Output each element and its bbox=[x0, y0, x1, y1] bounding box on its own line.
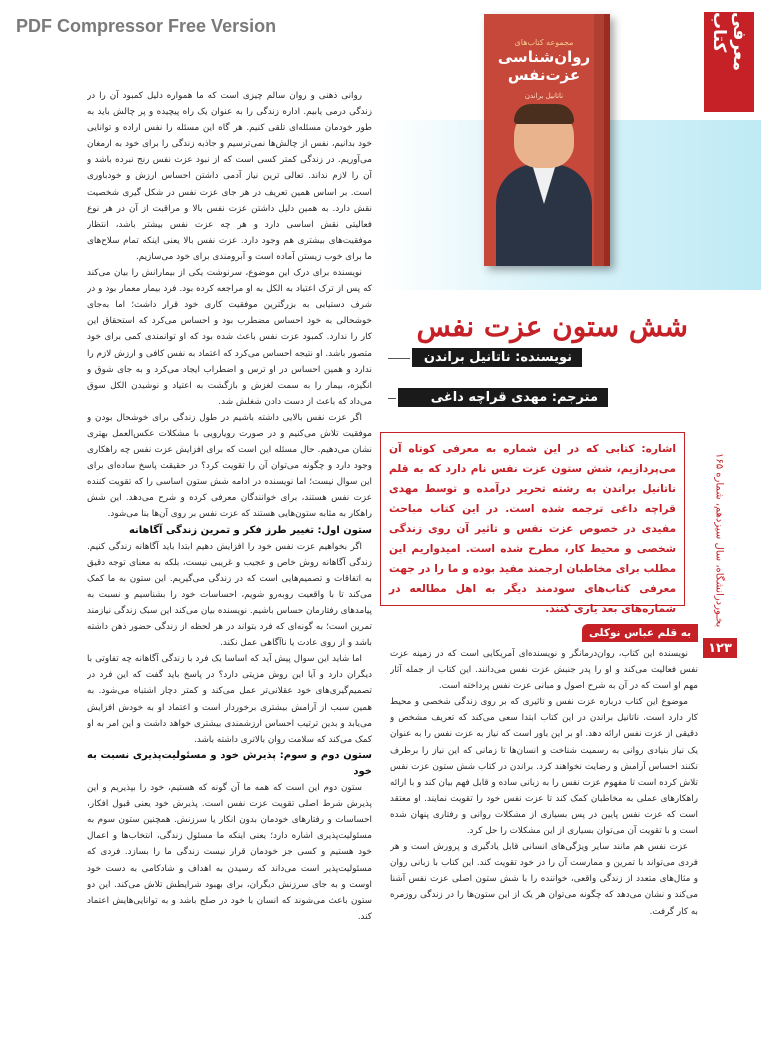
byline: به قلم عباس نوکلی bbox=[582, 624, 698, 642]
watermark: PDF Compressor Free Version bbox=[16, 16, 277, 36]
issue-info-text: بخـوردرانشگاه، سال سیزدهم، شماره ۱۶۵ bbox=[713, 452, 725, 628]
book-cover-image bbox=[484, 14, 610, 266]
section-heading: ستون اول: تغییر طرز فکر و تمرین زندگی آگاهانه bbox=[128, 524, 372, 536]
book-cover-title: روان‌شناسی عزت‌نفس bbox=[497, 48, 591, 84]
body-paragraph: روانی ذهنی و روان سالم چیزی است که ما همواره دلیل کمبود آن را در زندگی درمی یابیم. اداره زندگی را به عنوان یک راه پیچیده و پر چالش باید به طور خودمان مسئله‌ای تلقی کنیم. هر گاه این مسئله را نفس اراده و توانایی خود بدانیم، نفس از چالش‌ها نمی‌ترسیم و جاذبه زندگی را برای خود به ارمغان می‌آوریم. در زندگی کمتر کسی است که از نبود عزت نفس رنج نبرده باشد و آن را لازم نداند. تعالی ترین نیاز آدمی داشتن احساس ارزش و خودباوری است. بر اساس همین تعریف در هر جای عزت نفس در شکل گیری شخصیت نقش دارد. به همین دلیل داشتن عزت نفس بالا و مراقبت از آن در هر نوع فعالیتی نقش اساسی دارد و هر چه عزت نفس بیشتر باشد، انتظار موفقیت‌های بیشتری هم وجود دارد. عزت نفس بالا یعنی اینکه تمام سلاح‌های ما برای خوب زیستن آماده است و آبرومندی برای خود می‌سازیم. bbox=[87, 91, 372, 262]
author-credit: نویسنده: ناتانیل براندن bbox=[412, 348, 582, 367]
issue-info bbox=[704, 430, 734, 650]
body-paragraph: عزت نفس هم مانند سایر ویژگی‌های انسانی قابل یادگیری و پرورش است و هر فردی می‌تواند با تمرین و ممارست آن را در خود تقویت کند. این کتاب با زبانی روان و مثال‌های متعدد از زندگی واقعی، خواننده را با شش ستون اصلی عزت نفس آشنا می‌کند و نشان می‌دهد که چگونه می‌توان هر یک از این ستون‌ها را در زندگی روزمره به کار گرفت. bbox=[390, 842, 698, 917]
body-paragraph: نویسنده این کتاب، روان‌درمانگر و نویسنده‌ای آمریکایی است که در زمینه عزت نفس فعالیت می‌کند و او را پدر جنبش عزت نفس می‌دانند. این کتاب از جمله آثار مهم او است که در آن به شرح اصول و مبانی عزت نفس پرداخته است. bbox=[390, 649, 698, 692]
body-paragraph: موضوع این کتاب درباره عزت نفس و تاثیری که بر روی زندگی شخصی و محیط کار دارد است. ناتانیل براندن در این کتاب ابتدا سعی می‌کند که تعریف مشخص و دقیقی از عزت نفس ارائه دهد. او بر این باور است که نیاز به عزت نفس را به عنوان یک نیاز بنیادی روانی به رسمیت شناخت و انسان‌ها تا زمانی که این نیاز را برطرف نکنند احساس آرامش و رضایت نخواهند کرد. براندن در کتاب شش ستون عزت نفس تلاش کرده است تا مفهوم عزت نفس را به زبانی ساده و قابل فهم بیان کند و با ارائه راهکارهای عملی به مخاطبان کمک کند تا عزت نفس خود را تقویت نمایند. او معتقد است که عزت نفس پایین در پس بسیاری از مشکلات روانی و رفتاری پنهان شده است و با تقویت آن می‌توان بسیاری از این مشکلات را حل کرد. bbox=[390, 697, 698, 837]
left-column bbox=[87, 88, 372, 958]
section-tab bbox=[704, 12, 754, 112]
credit-rule-author bbox=[388, 358, 410, 359]
body-paragraph: اما شاید این سوال پیش آید که اساسا یک فرد با زندگی آگاهانه چه تفاوتی با دیگران دارد و آیا این روش مزیتی دارد؟ در پاسخ باید گفت که این فرد در تصمیم‌گیری‌های خود عقلانی‌تر عمل می‌کند و کمتر دچار اشتباه می‌شود. به همین سبب از آرامش بیشتری برخوردار است و اعتماد او به خودش افزایش می‌یابد و بدین ترتیب احساس ارزشمندی بیشتری خواهد داشت و این امر به او کمک می‌کند که سلامت روان بالاتری داشته باشد. bbox=[87, 654, 372, 745]
intro-box bbox=[380, 432, 685, 615]
page-number: ۱۲۳ bbox=[703, 638, 737, 658]
book-cover-hair bbox=[514, 104, 574, 124]
article-title: شش ستون عزت نفس bbox=[416, 310, 688, 343]
intro-text: اشاره: کتابی که در این شماره به معرفی کوتاه آن می‌پردازیم، شش ستون عزت نفس نام دارد که به قلم ناتانیل براندن به رشته تحریر درآمده و توسط مهدی قراچه داغی ترجمه شده است. در این کتاب مباحث مفیدی در خصوص عزت نفس و تاثیر آن روی زندگی شخصی و محیط کار، مطرح شده است. امیدواریم این مطلب برای مخاطبان ارجمند مفید بوده و ما را در جهت معرفی کتاب‌های سودمند دیگر به اهل مطالعه در شماره‌های بعد یاری کنند. bbox=[389, 443, 676, 615]
translator-credit: مترجم: مهدی قراچه داغی bbox=[398, 388, 608, 407]
body-paragraph: اگر عزت نفس بالایی داشته باشیم در طول زندگی برای خوشحال بودن و موفقیت تلاش می‌کنیم و در صورت رویارویی با مشکلات عکس‌العمل بهتری نشان می‌دهیم. حال مسئله این است که برای افزایش عزت نفس چه راهکاری وجود دارد و چگونه می‌توان آن را تقویت کرد؟ در حقیقت پاسخ ساده‌ای برای این سوال نیست؛ اما نویسنده در ادامه شش ستون اساسی را که تقویت کننده عزت نفس هستند، برای خوانندگان معرفی کرده و شرح می‌دهد. این شش راهکار به مثابه ستون‌هایی هستند که عزت نفس بر روی آن‌ها بنا می‌شود. bbox=[87, 412, 372, 520]
section-tab-label: معرفی کتاب bbox=[709, 12, 749, 72]
right-column bbox=[390, 646, 698, 956]
credit-rule-translator bbox=[388, 398, 396, 399]
book-cover-small-text: مجموعه کتاب‌های bbox=[514, 38, 574, 47]
book-cover-spine bbox=[594, 14, 604, 266]
body-paragraph: نویسنده برای درک این موضوع، سرنوشت یکی از بیمارانش را بیان می‌کند که پس از ترک اعتیاد به الکل به او مراجعه کرده بود. فرد بیمار معمار بود و در شرف دستیابی به بزرگترین موفقیت کاری خود قرار داشت؛ اما به‌جای خوشحالی به خود احساس مضطرب بود و احساس می‌کرد که استحقاق این کار را ندارد. کمبود عزت نفس باعث شده بود که او توانمندی کمی برای خود متصور باشد. او نتیجه احساس می‌کرد که اعتماد به نفس کافی و ارزش لازم را ندارد و همین احساس در او ترس و اضطراب ایجاد می‌کرد و به جای شوق و انگیزه، بیمار را به سمت لغزش و بازگشت به اعتیاد و نوشیدن الکل سوق می‌داد که باعث از دست دادن شغلش شد. bbox=[87, 268, 372, 407]
section-heading: ستون دوم و سوم: پذیرش خود و مسئولیت‌پذیری نسبت به خود bbox=[87, 749, 372, 777]
body-paragraph: ستون دوم این است که همه ما آن گونه که هستیم، خود را بپذیریم و این پذیرش شرط اصلی تقویت عزت نفس است. پذیرش خود یعنی قبول افکار، احساسات و رفتارهای خودمان بدون انکار یا سرزنش. همچنین ستون سوم به مسئولیت‌پذیری اشاره دارد؛ یعنی اینکه ما مسئول زندگی، انتخاب‌ها و اعمال خود هستیم و کسی جز خودمان قرار نیست زندگی ما را بسازد. فردی که مسئولیت‌پذیر است می‌داند که رسیدن به اهداف و شادکامی به دست خود اوست و به جای سرزنش دیگران، برای بهبود شرایطش تلاش می‌کند. این دو ستون باعث می‌شوند که انسان با خود در صلح باشد و به توانایی‌هایش اعتماد کند. bbox=[87, 783, 372, 922]
body-paragraph: اگر بخواهیم عزت نفس خود را افزایش دهیم ابتدا باید آگاهانه زندگی کنیم. زندگی آگاهانه روش خاص و عجیب و غریبی نیست، بلکه به معنای توجه دقیق به اتفاقات و تصمیم‌هایی است که در زندگی می‌گیریم. این ستون به ما کمک می‌کند تا با واقعیت روبه‌رو شویم، احساسات خود را بشناسیم و نسبت به پیامدهای رفتارمان حساس باشیم. نویسنده بیان می‌کند این سبک زندگی نیازمند تمرین است؛ به گونه‌ای که فرد بتواند در هر لحظه از زندگی حضور ذهن داشته باشد و از روی عادت یا ناآگاهی عمل نکند. bbox=[87, 541, 372, 649]
book-cover-author: ناتانیل براندن bbox=[524, 92, 564, 100]
